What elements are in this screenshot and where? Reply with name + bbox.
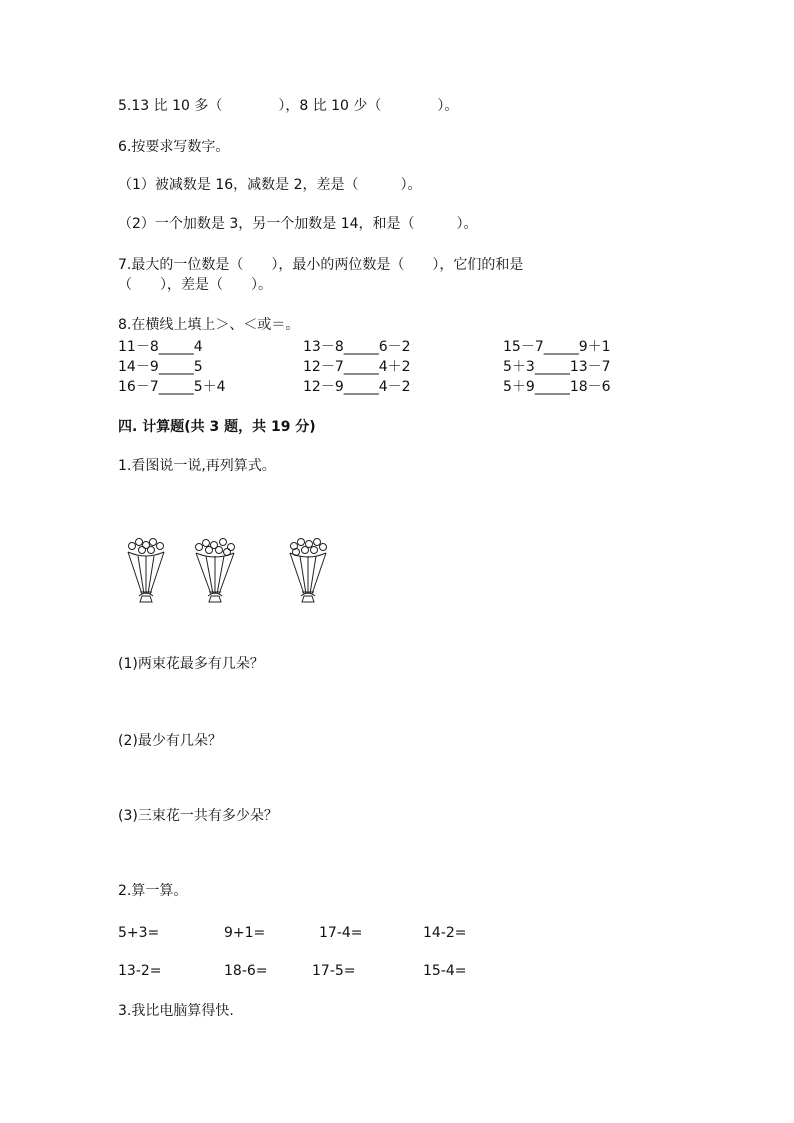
flower-bouquet-illustration <box>286 536 330 608</box>
problem-2-title: 2.算一算。 <box>118 883 188 899</box>
comparison-item: 14－9_____5 <box>118 359 203 375</box>
flower-bouquet-illustration <box>193 536 237 608</box>
question-7-line-2: （ ），差是（ ）。 <box>118 277 272 293</box>
problem-1-sub-1: (1)两束花最多有几朵？ <box>118 656 264 672</box>
flower-bouquet-illustration <box>124 536 168 608</box>
comparison-item: 12－9_____4－2 <box>303 379 411 395</box>
question-7-line-1: 7.最大的一位数是（ ），最小的两位数是（ ），它们的和是 <box>118 257 524 273</box>
comparison-item: 13－8_____6－2 <box>303 339 411 355</box>
question-8-title: 8.在横线上填上＞、＜或＝。 <box>118 317 300 333</box>
arithmetic-item: 15-4= <box>423 963 467 979</box>
arithmetic-item: 14-2= <box>423 925 467 941</box>
arithmetic-item: 9+1= <box>224 925 266 941</box>
comparison-item: 5＋9_____18－6 <box>503 379 611 395</box>
question-6-part-1: （1）被减数是 16，减数是 2，差是（ ）。 <box>118 177 422 193</box>
problem-3-title: 3.我比电脑算得快. <box>118 1003 234 1019</box>
arithmetic-item: 13-2= <box>118 963 162 979</box>
arithmetic-item: 17-5= <box>312 963 356 979</box>
comparison-item: 5＋3_____13－7 <box>503 359 611 375</box>
problem-1-title: 1.看图说一说,再列算式。 <box>118 458 276 474</box>
comparison-item: 15－7_____9＋1 <box>503 339 611 355</box>
comparison-item: 11－8_____4 <box>118 339 203 355</box>
arithmetic-item: 5+3= <box>118 925 160 941</box>
question-6-title: 6.按要求写数字。 <box>118 139 230 155</box>
problem-1-sub-2: (2)最少有几朵？ <box>118 733 222 749</box>
problem-1-sub-3: (3)三束花一共有多少朵？ <box>118 808 278 824</box>
question-6-part-2: （2）一个加数是 3，另一个加数是 14，和是（ ）。 <box>118 216 478 232</box>
arithmetic-item: 18-6= <box>224 963 268 979</box>
section-4-heading: 四. 计算题(共 3 题，共 19 分) <box>118 419 316 435</box>
question-5: 5.13 比 10 多（ ），8 比 10 少（ ）。 <box>118 98 459 114</box>
arithmetic-item: 17-4= <box>319 925 363 941</box>
comparison-item: 12－7_____4＋2 <box>303 359 411 375</box>
comparison-item: 16－7_____5＋4 <box>118 379 226 395</box>
